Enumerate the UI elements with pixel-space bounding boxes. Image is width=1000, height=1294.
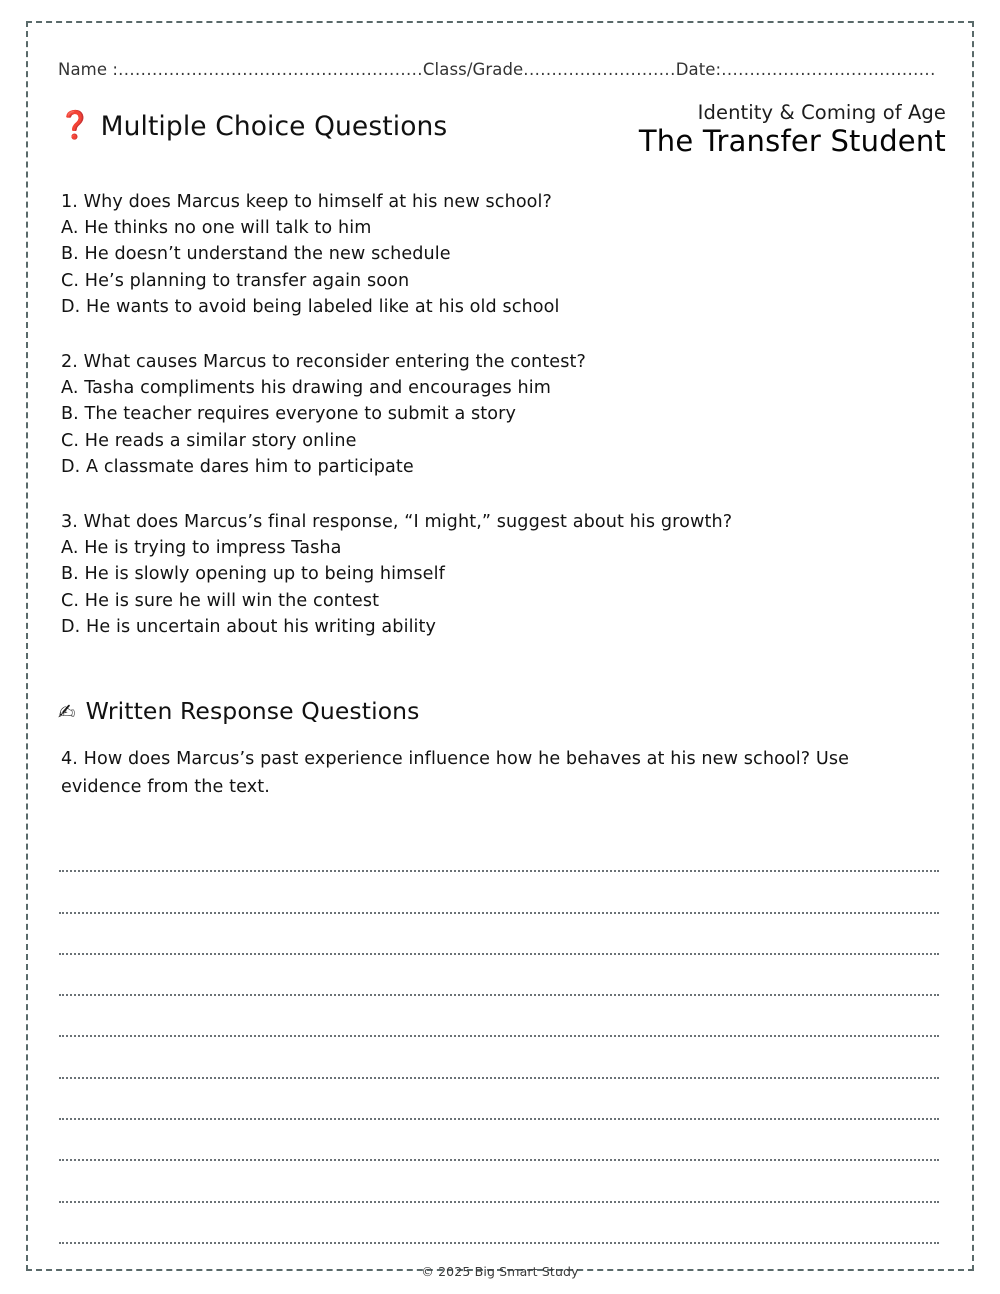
date-label: Date: — [675, 60, 722, 79]
mcq-section-title: Multiple Choice Questions — [100, 111, 448, 142]
answer-option[interactable]: D. He wants to avoid being labeled like at his old school — [61, 296, 560, 317]
answer-line[interactable] — [59, 1037, 939, 1078]
question-block — [61, 189, 946, 320]
answer-line[interactable] — [59, 1161, 939, 1202]
answer-option[interactable]: C. He reads a similar story online — [61, 430, 357, 451]
copyright-footer: © 2025 Big Smart Study — [421, 1264, 579, 1279]
question-block — [61, 509, 946, 640]
answer-option[interactable]: A. Tasha compliments his drawing and encourages him — [61, 378, 551, 399]
written-response-heading — [58, 697, 420, 725]
class-grade-fill-line[interactable]: ........................... — [523, 60, 676, 79]
written-response-prompt: 4. How does Marcus’s past experience influence how he behaves at his new school? Use evidence from the text. — [61, 749, 850, 797]
worksheet-page — [26, 21, 974, 1279]
answer-line[interactable] — [59, 872, 939, 913]
answer-option[interactable]: B. The teacher requires everyone to submit a story — [61, 404, 516, 425]
worksheet-header — [58, 101, 946, 163]
answer-lines-area[interactable] — [59, 831, 939, 1244]
question-mark-icon: ❓ — [58, 110, 92, 141]
question-block — [61, 349, 946, 480]
answer-line[interactable] — [59, 1203, 939, 1244]
answer-line[interactable] — [59, 996, 939, 1037]
answer-option[interactable]: D. He is uncertain about his writing ability — [61, 616, 437, 637]
written-response-section-title: Written Response Questions — [85, 697, 420, 725]
answer-option[interactable]: A. He is trying to impress Tasha — [61, 538, 342, 559]
mcq-section-heading — [58, 111, 447, 142]
answer-option[interactable]: A. He thinks no one will talk to him — [61, 218, 372, 239]
answer-line[interactable] — [59, 1079, 939, 1120]
question-prompt: 1. Why does Marcus keep to himself at his new school? — [61, 192, 552, 212]
answer-option[interactable]: C. He is sure he will win the contest — [61, 590, 380, 611]
writing-hand-icon: ✍ — [58, 699, 76, 724]
answer-option[interactable]: D. A classmate dares him to participate — [61, 456, 414, 477]
class-grade-label: Class/Grade — [422, 60, 524, 79]
date-fill-line[interactable]: ...................................... — [721, 60, 936, 79]
answer-line[interactable] — [59, 955, 939, 996]
question-prompt: 3. What does Marcus’s final response, “I might,” suggest about his growth? — [61, 512, 733, 533]
story-title: The Transfer Student — [638, 124, 946, 158]
story-heading — [639, 101, 946, 157]
answer-option[interactable]: B. He is slowly opening up to being himself — [61, 564, 445, 585]
answer-line[interactable] — [59, 1120, 939, 1161]
answer-line[interactable] — [59, 914, 939, 955]
answer-line[interactable] — [59, 831, 939, 872]
name-fill-line[interactable]: ...................................................... — [118, 60, 423, 79]
question-prompt: 2. What causes Marcus to reconsider entering the contest? — [61, 352, 586, 373]
story-theme: Identity & Coming of Age — [697, 101, 946, 124]
name-label: Name : — [58, 60, 119, 79]
answer-option[interactable]: B. He doesn’t understand the new schedule — [61, 244, 451, 265]
answer-option[interactable]: C. He’s planning to transfer again soon — [61, 270, 410, 291]
multiple-choice-list — [61, 189, 946, 640]
student-info-row — [58, 60, 946, 79]
